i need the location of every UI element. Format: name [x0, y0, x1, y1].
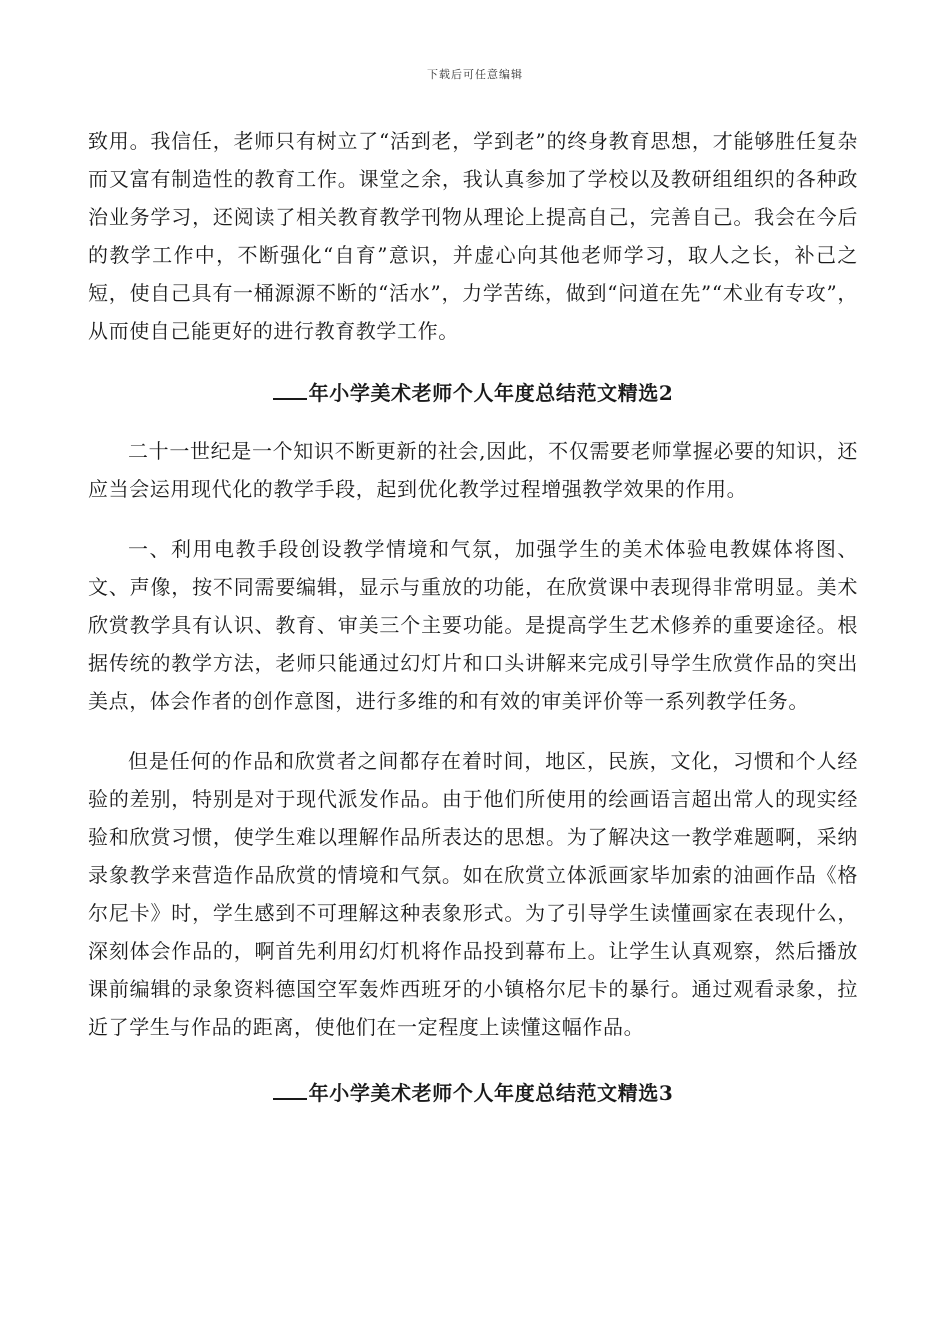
section-title-2	[88, 374, 858, 412]
section-title-2-text: 年小学美术老师个人年度总结范文精选2	[308, 381, 674, 405]
title-blank-line	[273, 380, 307, 400]
title-blank-line	[273, 1080, 307, 1100]
paragraph-2-3: 但是任何的作品和欣赏者之间都存在着时间，地区，民族，文化，习惯和个人经验的差别，特别是对于现代派发作品。由于他们所使用的绘画语言超出常人的现实经验和欣赏习惯，使学生难以理解作品所表达的思想。为了解决这一教学难题啊，采纳录象教学来营造作品欣赏的情境和气氛。如在欣赏立体派画家毕加索的油画作品《格尔尼卡》时，学生感到不可理解这种表象形式。为了引导学生读懂画家在表现什么，深刻体会作品的，啊首先利用幻灯机将作品投到幕布上。让学生认真观察，然后播放课前编辑的录象资料德国空军轰炸西班牙的小镇格尔尼卡的暴行。通过观看录象，拉近了学生与作品的距离，使他们在一定程度上读懂这幅作品。	[88, 749, 858, 1039]
document-body	[88, 122, 858, 1112]
paragraph-intro: 致用。我信任，老师只有树立了“活到老，学到老”的终身教育思想，才能够胜任复杂而又富有制造性的教育工作。课堂之余，我认真参加了学校以及教研组组织的各种政治业务学习，还阅读了相关教育教学刊物从理论上提高自己，完善自己。我会在今后的教学工作中，不断强化“自育”意识，并虚心向其他老师学习，取人之长，补己之短，使自己具有一桶源源不断的“活水”，力学苦练，做到“问道在先”“术业有专攻”，从而使自己能更好的进行教育教学工作。	[88, 129, 858, 343]
section-title-3	[88, 1074, 858, 1112]
paragraph-2-1: 二十一世纪是一个知识不断更新的社会,因此，不仅需要老师掌握必要的知识，还应当会运用现代化的教学手段，起到优化教学过程增强教学效果的作用。	[88, 439, 858, 501]
section-title-3-text: 年小学美术老师个人年度总结范文精选3	[308, 1081, 674, 1105]
paragraph-2-2: 一、利用电教手段创设教学情境和气氛，加强学生的美术体验电教媒体将图、文、声像，按不同需要编辑，显示与重放的功能，在欣赏课中表现得非常明显。美术欣赏教学具有认识、教育、审美三个主要功能。是提高学生艺术修养的重要途径。根据传统的教学方法，老师只能通过幻灯片和口头讲解来完成引导学生欣赏作品的突出美点，体会作者的创作意图，进行多维的和有效的审美评价等一系列教学任务。	[88, 537, 858, 713]
header-note: 下载后可任意编辑	[427, 68, 523, 81]
